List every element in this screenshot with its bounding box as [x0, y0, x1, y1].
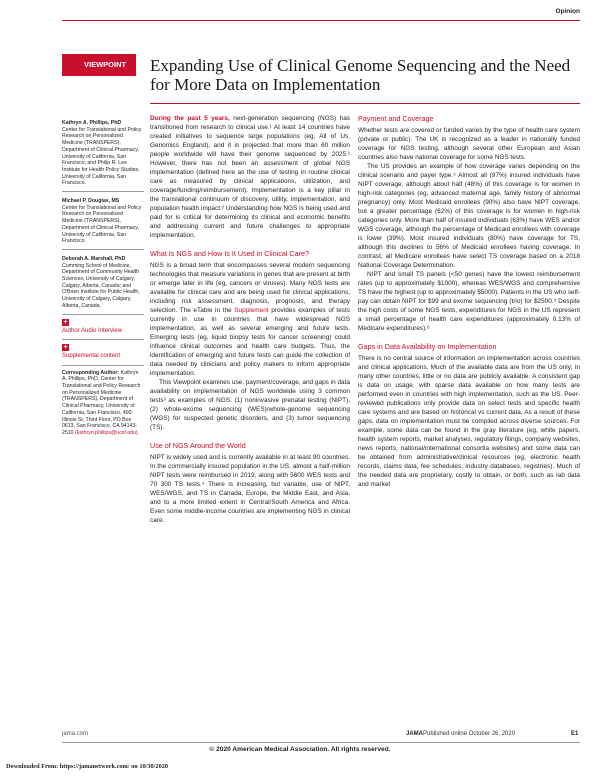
intro-text: next-generation sequencing (NGS) has transitioned from research to clinical use.¹ At least 14 countries have created initiatives to sequence large populations (eg, All of Us, Genomics England), and it is projected that more than 60 million people worldwide will have their genome sequenced by 2025.¹ However, there has not been an assessment of global NGS implementation (defined here as the use of testing in routine clinical care as measured by clinical applications, utilization, and coverage/funding/reimbursement). Implementation is a key pillar in the translational continuum of discovery, utility, implementation, and population health impact.² Understanding how NGS is being used and paid for is critical for determining its clinical and economic benefits and addressing current and future challenges to appropriate implementation. [150, 115, 351, 239]
author-name: Deborah A. Marshall, PhD [62, 255, 126, 262]
paragraph-text: provides examples of tests currently in use in countries that have widespread NGS implementation, as well as several emerging and future tests. Emerging tests (eg, liquid biopsy tests for cancer screening) could influence clinical outcomes and health care budgets. Thus, the identification of emerging and future tests can guide the collection of data needed by clinicians and policy makers to inform appropriate implementation. [150, 307, 350, 377]
plus-icon: + [63, 344, 68, 352]
header-rule [62, 20, 580, 21]
author-affiliation: Center for Translational and Policy Research on Personalized Medicine (TRANSPERS), Department of Clinical Pharmacy, University of California, San Francisco. [62, 204, 142, 245]
sidebar-divider [62, 191, 144, 192]
corresponding-author-email[interactable]: (kathryn.phillips@ucsf.edu). [75, 429, 140, 436]
section-label: Opinion [555, 8, 580, 15]
intro-paragraph [150, 114, 350, 240]
section-heading: What Is NGS and How Is It Used in Clinical Care? [150, 249, 309, 258]
author-sidebar [62, 114, 144, 437]
body-column-left [150, 114, 350, 525]
article-title: Expanding Use of Clinical Genome Sequencing and the Need for More Data on Implementation [150, 56, 571, 94]
author-affiliation: Center for Translational and Policy Research on Personalized Medicine (TRANSPERS), Department of Clinical Pharmacy, University of California, San Francisco; and Philip R. Lee Institute for Health Policy Studies, University of California, San Francisco. [62, 126, 142, 187]
supplement-link[interactable]: Supplement [234, 307, 269, 314]
body-paragraph [150, 261, 350, 378]
sidebar-divider [62, 365, 144, 366]
corresponding-author [62, 370, 144, 437]
section-heading: Gaps in Data Availability on Implementation [358, 342, 497, 351]
author-name: Kathryn A. Phillips, PhD [62, 120, 122, 126]
body-paragraph: This Viewpoint examines use, payment/coverage, and gaps in data availability on implementation of NGS worldwide using 3 common tests³ as examples of NGS: (1) noninvasive prenatal testing (NIPT), (2) whole-exome sequencing (WES)/whole-genome sequencing (WGS) for suspected genetic disorders, and (3) tumor sequencing (TS). [150, 379, 350, 431]
author-affiliation: Cumming School of Medicine, Department of Community Health Sciences, University of Calgary, Calgary, Alberta, Canada; and O'Brien Institute for Public Health, University of Calgary, Calgary, Alberta, Canada. [62, 262, 140, 309]
body-paragraph: NIPT and small TS panels (<50 genes) have the lowest reimbursement rates (up to approximately $1000), whereas WES/WGS and comprehensive TS have the highest (up to approximately $5000). Patients in the US who self-pay can obtain NIPT for $99 and exome sequencing (trio) for $2500.⁵ Despite the high costs of some NGS tests, expenditures for NGS in the US represent a small percentage of health care expenditures (approximately 0.13% of Medicare expenditures).⁶ [358, 271, 580, 332]
corresponding-author-heading: Corresponding Author: [62, 369, 120, 376]
author-name: Michael P. Douglas, MS [62, 198, 120, 205]
author-audio-interview-link[interactable]: Author Audio Interview [62, 327, 123, 334]
section-heading: Payment and Coverage [358, 114, 434, 123]
publication-date: Published online October 26, 2020 [423, 731, 516, 737]
paragraph-text: NGS is a broad term that encompasses several modern sequencing technologies that measure variations in genes that are present at birth or emerge later in life (eg, cancers or viruses). Many NGS tests are available for clinical care and are being used for clinical applications, including risk assessment, diagnosis, prognosis, and therapy selection. The eTable in the [150, 262, 350, 314]
footer-rule [62, 742, 580, 743]
supplemental-content-link[interactable]: Supplemental content [62, 353, 121, 360]
sidebar-divider [62, 314, 144, 315]
download-notice: Downloaded From: https://jamanetwork.com/ on 10/30/2020 [6, 763, 169, 770]
intro-lead: During the past 5 years, [150, 115, 230, 122]
viewpoint-badge: VIEWPOINT [62, 54, 136, 76]
body-column-right [358, 114, 580, 489]
body-paragraph: Whether tests are covered or funded varies by the type of health care system (private or public). The UK is recognized as a leader in nationally funded coverage for NGS testing, although several other European and Asian countries also have national coverage for some NGS tests. [358, 127, 580, 161]
body-paragraph: The US provides an example of how coverage varies depending on the clinical scenario and payer type.⁵ Almost all (97%) insured individuals have NIPT coverage, although about half (48%) of this coverage is for women in high-risk categories (eg, advanced maternal age, family history of abnormal pregnancy) only. Most Medicaid enrollees (90%) also have NIPT coverage, but a greater percentage (62%) of this coverage is for women in high-risk categories only. More than half of insured individuals (63%) have WES and/or WGS coverage, although the percentage of Medicaid enrollees with coverage is lower (39%). Most insured individuals (80%) have coverage for TS, although this declines to 56% of Medicaid enrollees having coverage. In contrast, all Medicare enrollees have select TS coverage based on a 2018 National Coverage Determination. [358, 163, 580, 269]
section-heading: Use of NGS Around the World [150, 441, 246, 450]
sidebar-divider [62, 339, 144, 340]
plus-icon: + [63, 318, 68, 326]
body-paragraph: NIPT is widely used and is currently available in at least 90 countries. In the commercially insured population in the US, almost a half-million NIPT tests were reimbursed in 2019, along with 5600 WES tests and 70 300 TS tests.⁴ There is increasing, but variable, use of NIPT, WES/WGS, and TS in Canada, Europe, the Middle East, and Asia, and to a more limited extent in Central/South America and Africa. Even some middle-income countries are implementing NGS in clinical care. [150, 454, 350, 524]
body-paragraph: There is no central source of information on implementation across countries and clinical applications. Much of the available data are from the US only; in many other countries, little or no data are publicly available. A consistent gap is data on usage, with sparse data available on how many tests are performed even in countries with high implementation, such as the US. Peer-reviewed publications only provide data on select tests and specific health care systems and are based on historical vs current data. As a result of these gaps, data on implementation must be compiled across diverse sources. For example, some data can be found in the gray literature (eg, white papers, health system reports, market analyses, regulatory filings, company websites, news reports, national/international consortia websites) and some data can be obtained from administrative/clinical resources (eg, electronic health records, claims data, fee schedules, industry databases, registries). Much of the needed data are proprietary, costly to obtain, or both, such as lab data and market [358, 355, 580, 488]
sidebar-divider [62, 249, 144, 250]
title-rule [150, 103, 580, 104]
copyright-notice: © 2020 American Medical Association. All rights reserved. [209, 746, 391, 753]
journal-name: JAMA [406, 731, 424, 737]
page-number: E1 [571, 731, 579, 737]
site-link[interactable]: jama.com [62, 731, 89, 737]
corresponding-author-text: Kathryn A. Phillips, PhD, Center for Translational and Policy Research on Personalized Medicine (TRANSPERS), Department of Clinical Pharmacy, University of California, San Francisco, 490 Illinois St, Third Floor, PO Box 0613, San Francisco, CA 94143-2510 [62, 369, 141, 436]
